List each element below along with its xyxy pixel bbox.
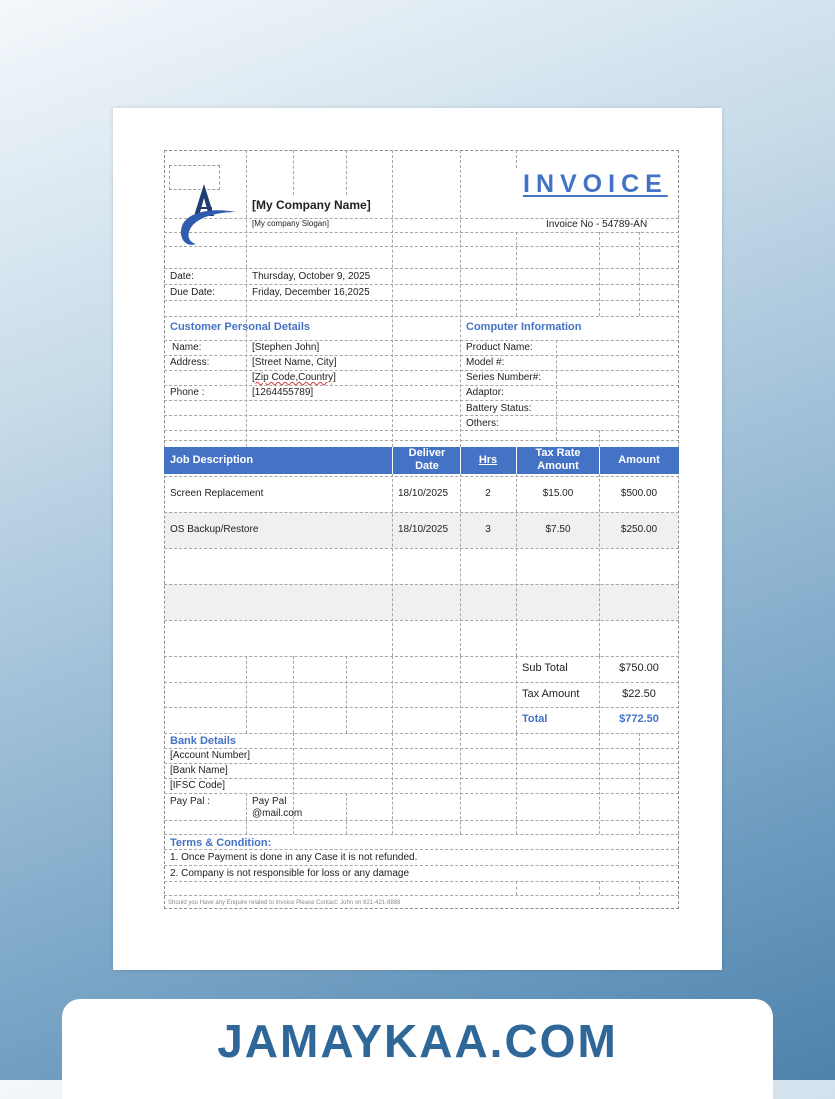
terms-item-1: 1. Once Payment is done in any Case it is not refunded.	[170, 852, 418, 863]
row-2-date: 18/10/2025	[398, 524, 449, 535]
grid-line	[346, 656, 347, 733]
grid-line	[392, 447, 393, 474]
row-2-hrs: 3	[485, 524, 491, 535]
total-label: Total	[522, 713, 548, 725]
row-1-hrs: 2	[485, 488, 491, 499]
grid-line	[164, 440, 679, 441]
customer-zip-value: [Zip Code,Country]	[252, 372, 336, 383]
grid-line	[392, 474, 393, 656]
grid-line	[599, 474, 600, 656]
grid-line	[164, 246, 679, 247]
grid-line	[164, 820, 679, 821]
tax-amount-label: Tax Amount	[522, 688, 580, 700]
grid-line	[246, 150, 247, 447]
total-value: $772.50	[619, 713, 659, 725]
grid-line	[246, 793, 247, 834]
date-value: Thursday, October 9, 2025	[252, 271, 371, 282]
grid-line	[639, 733, 640, 834]
paypal-value-line1: Pay Pal	[252, 796, 287, 807]
grid-line	[164, 620, 679, 621]
header-deliver-date: Deliver Date	[408, 447, 446, 472]
grid-line	[639, 232, 640, 316]
terms-item-2: 2. Company is not responsible for loss or any damage	[170, 868, 410, 879]
grid-line	[164, 415, 679, 416]
grid-line	[346, 793, 347, 834]
grid-line	[164, 881, 679, 882]
grid-line	[164, 370, 679, 371]
grid-line	[164, 748, 679, 749]
grid-line	[164, 430, 679, 431]
date-label: Date:	[170, 271, 194, 282]
grid-line	[164, 316, 679, 317]
grid-line	[164, 340, 679, 341]
grid-line	[460, 474, 461, 656]
grid-line	[164, 284, 679, 285]
computer-info-heading: Computer Information	[466, 321, 582, 333]
grid-line	[164, 300, 679, 301]
grid-line	[293, 656, 294, 733]
grid-line	[599, 881, 600, 895]
grid-line	[392, 150, 393, 447]
row-1-amount: $500.00	[620, 488, 658, 499]
computer-field-product: Product Name:	[466, 342, 533, 353]
row-shade	[165, 584, 678, 620]
grid-line	[164, 232, 679, 233]
grid-line	[392, 656, 393, 733]
terms-heading: Terms & Condition:	[170, 837, 272, 849]
grid-line	[392, 733, 393, 834]
customer-address-value: [Street Name, City]	[252, 357, 337, 368]
grid-line	[516, 150, 517, 168]
grid-line	[516, 656, 517, 733]
grid-line	[246, 656, 247, 733]
grid-line	[460, 733, 461, 834]
row-1-tax: $15.00	[542, 488, 574, 499]
header-job-description: Job Description	[170, 454, 254, 466]
grid-line	[164, 778, 679, 779]
grid-line	[460, 150, 461, 447]
customer-name-label: Name:	[172, 342, 202, 353]
grid-line	[164, 733, 679, 734]
header-hrs: Hrs	[478, 454, 498, 466]
grid-line	[293, 150, 294, 195]
grid-line	[639, 881, 640, 895]
grid-line	[516, 733, 517, 834]
row-2-tax: $7.50	[545, 524, 571, 535]
grid-line	[460, 656, 461, 733]
computer-field-model: Model #:	[466, 357, 505, 368]
computer-field-others: Others:	[466, 418, 499, 429]
grid-line	[164, 400, 679, 401]
grid-line	[164, 834, 679, 835]
grid-line	[164, 355, 679, 356]
grid-line	[556, 340, 557, 440]
row-1-date: 18/10/2025	[398, 488, 449, 499]
grid-line	[164, 656, 679, 657]
footer-contact-note: Should you Have any Enquire related to invoice Please Contact: John on 621-421-8888	[168, 900, 401, 906]
grid-line	[164, 584, 679, 585]
grid-line	[164, 763, 679, 764]
grid-line	[599, 430, 600, 447]
bank-details-heading: Bank Details	[170, 735, 237, 747]
brand-text: JAMAYKAA.COM	[217, 1015, 618, 1067]
grid-line	[516, 881, 517, 895]
invoice-title: INVOICE	[523, 170, 668, 198]
bank-name: [Bank Name]	[170, 765, 228, 776]
company-slogan: [My company Slogan]	[252, 219, 329, 228]
customer-phone-value: [1264455789]	[252, 387, 314, 398]
grid-line	[164, 385, 679, 386]
bank-ifsc-code: [IFSC Code]	[170, 780, 226, 791]
header-tax-rate-amount: Tax Rate Amount	[535, 447, 581, 472]
bank-account-number: [Account Number]	[170, 750, 251, 761]
grid-line	[164, 793, 679, 794]
grid-line	[460, 447, 461, 474]
grid-line	[164, 476, 679, 477]
grid-line	[599, 232, 600, 316]
grid-line	[164, 682, 679, 683]
grid-line	[164, 865, 679, 866]
due-date-value: Friday, December 16,2025	[252, 287, 370, 298]
row-2-amount: $250.00	[620, 524, 658, 535]
grid-line	[516, 447, 517, 474]
customer-phone-label: Phone :	[170, 387, 205, 398]
grid-line	[164, 895, 679, 896]
customer-address-label: Address:	[170, 357, 210, 368]
computer-field-adaptor: Adaptor:	[466, 387, 504, 398]
row-1-job: Screen Replacement	[170, 488, 264, 499]
row-2-job: OS Backup/Restore	[170, 524, 259, 535]
grid-line	[164, 268, 679, 269]
header-amount: Amount	[618, 454, 660, 466]
grid-line	[516, 232, 517, 316]
company-name: [My Company Name]	[252, 198, 371, 212]
grid-line	[599, 733, 600, 834]
paypal-value-line2: @mail.com	[252, 808, 303, 819]
company-logo-icon	[176, 182, 240, 250]
computer-field-battery: Battery Status:	[466, 403, 532, 414]
subtotal-label: Sub Total	[522, 662, 568, 674]
invoice-number: Invoice No - 54789-AN	[546, 219, 648, 230]
grid-line	[346, 150, 347, 195]
grid-line	[516, 474, 517, 656]
grid-line	[164, 707, 679, 708]
due-date-label: Due Date:	[170, 287, 216, 298]
paypal-label: Pay Pal :	[170, 796, 211, 807]
grid-line	[164, 548, 679, 549]
tax-amount-value: $22.50	[622, 688, 656, 700]
grid-line	[164, 849, 679, 850]
grid-line	[164, 512, 679, 513]
subtotal-value: $750.00	[619, 662, 659, 674]
computer-field-series: Series Number#:	[466, 372, 542, 383]
customer-name-value: [Stephen John]	[252, 342, 320, 353]
customer-details-heading: Customer Personal Details	[170, 321, 310, 333]
